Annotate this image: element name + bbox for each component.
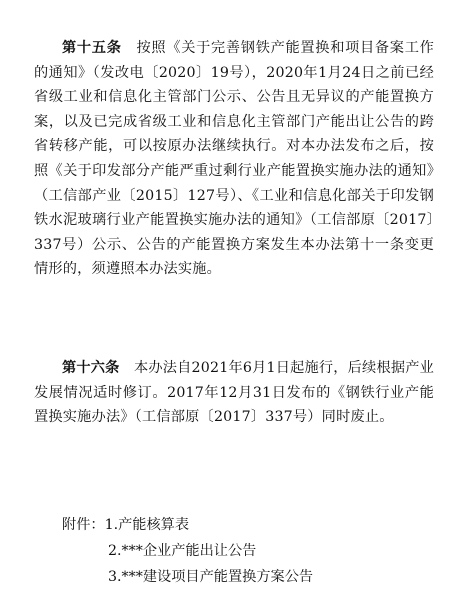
attachment-item-2: 2.***企业产能出让公告 — [108, 543, 257, 559]
article-15-number: 第十五条 — [62, 40, 122, 56]
article-16-text: 本办法自2021年6月1日起施行，后续根据产业发展情况适时修订。2017年12月31日发布的《钢铁行业产能置换实施办法》（工信部原〔2017〕337号）同时废止。 — [34, 360, 435, 426]
attachment-item-3: 3.***建设项目产能置换方案公告 — [108, 569, 314, 585]
attachment-line-1 — [62, 514, 189, 536]
attachments-label: 附件： — [62, 517, 105, 533]
article-15-text: 按照《关于完善钢铁产能置换和项目备案工作的通知》（发改电〔2020〕19号），2020年1月24日之前已经省级工业和信息化主管部门公示、公告且无异议的产能置换方案，以及已完成省级工业和信息化主管部门产能出让公告的跨省转移产能，可以按原办法继续执行。对本办法发布之后，按照《关于印发部分产能严重过剩行业产能置换实施办法的通知》（工信部产业〔2015〕127号）、《工业和信息化部关于印发钢铁水泥玻璃行业产能置换实施办法的通知》（工信部原〔2017〕337号）公示、公告的产能置换方案发生本办法第十一条变更情形的，须遵照本办法实施。 — [34, 40, 434, 278]
article-15-paragraph — [34, 36, 434, 282]
article-16-paragraph — [34, 356, 434, 430]
attachment-item-1: 1.产能核算表 — [104, 517, 190, 533]
article-16-number: 第十六条 — [62, 360, 120, 376]
